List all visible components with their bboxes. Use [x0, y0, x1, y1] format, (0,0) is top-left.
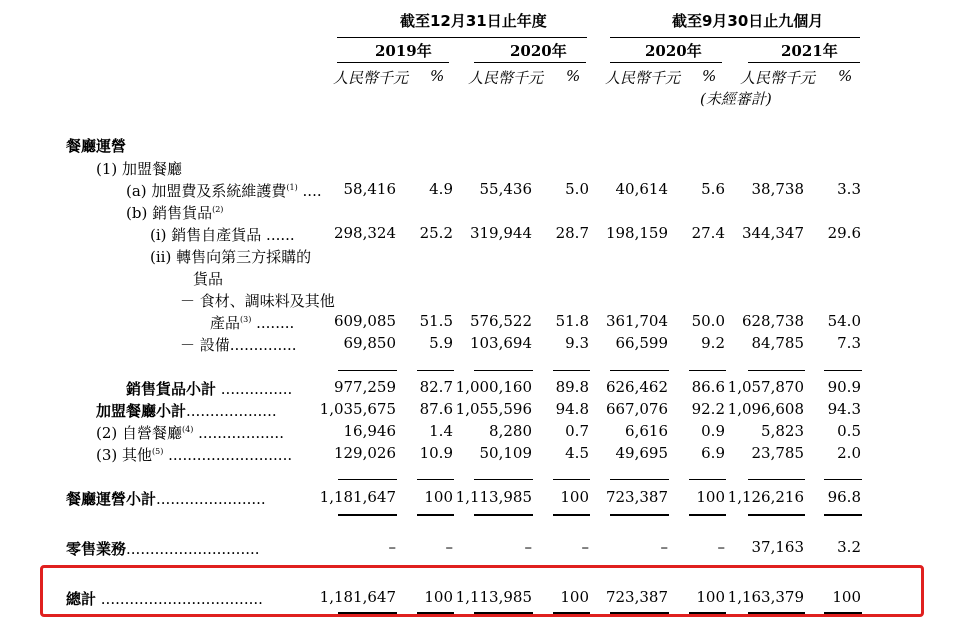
value-cell: 723,387: [605, 488, 668, 506]
value-cell: 4.9: [429, 180, 453, 198]
value-cell: –: [524, 538, 532, 556]
dot-leader: ..................................: [96, 590, 263, 608]
row-label: 零售業務: [66, 540, 127, 558]
column-rule: [610, 514, 669, 516]
unit-pct: %: [430, 67, 445, 85]
year-rule: [748, 62, 860, 63]
value-cell: 89.8: [555, 378, 589, 396]
row-label: (ii) 轉售向第三方採購的: [150, 248, 312, 266]
value-cell: 16,946: [343, 422, 396, 440]
value-cell: 1,057,870: [727, 378, 804, 396]
unit-rmb: 人民幣千元: [468, 69, 544, 87]
unaudited-note: (未經審計): [700, 90, 772, 108]
value-cell: 23,785: [751, 444, 804, 462]
value-cell: 9.2: [701, 334, 725, 352]
column-rule: [689, 370, 726, 371]
row-label-dotted: [150, 224, 295, 245]
row-label-dotted: [96, 400, 277, 421]
value-cell: 4.5: [565, 444, 589, 462]
footnote-ref: (1): [286, 183, 298, 192]
footnote-ref: (3): [240, 315, 252, 324]
value-cell: 66,599: [615, 334, 668, 352]
value-cell: 344,347: [741, 224, 804, 242]
row-label: (1) 加盟餐廳: [96, 160, 183, 178]
value-cell: 6,616: [625, 422, 668, 440]
year-2019: 2019年: [375, 42, 432, 60]
value-cell: 92.2: [691, 400, 725, 418]
value-cell: 5,823: [761, 422, 804, 440]
value-cell: 100: [560, 488, 589, 506]
year-2020: 2020年: [510, 42, 567, 60]
dot-leader: ....: [297, 182, 322, 200]
value-cell: –: [660, 538, 668, 556]
value-cell: 100: [832, 588, 861, 606]
value-cell: 40,614: [615, 180, 668, 198]
value-cell: 51.5: [419, 312, 453, 330]
value-cell: 6.9: [701, 444, 725, 462]
value-cell: 87.6: [419, 400, 453, 418]
value-cell: 82.7: [419, 378, 453, 396]
value-cell: 100: [560, 588, 589, 606]
value-cell: 3.2: [837, 538, 861, 556]
unit-pct: %: [702, 67, 717, 85]
column-rule: [748, 479, 805, 480]
value-cell: 5.6: [701, 180, 725, 198]
value-cell: 9.3: [565, 334, 589, 352]
unit-pct: %: [566, 67, 581, 85]
value-cell: 27.4: [691, 224, 725, 242]
value-cell: 37,163: [751, 538, 804, 556]
row-label: 產品: [210, 314, 241, 332]
footnote-ref: (5): [152, 447, 164, 456]
value-cell: 103,694: [469, 334, 532, 352]
row-label: － 食材、調味料及其他: [180, 292, 335, 310]
row-label-dotted: [126, 180, 322, 201]
row-label: (2) 自營餐廳: [96, 424, 183, 442]
column-rule: [417, 370, 454, 371]
header-rule: [337, 37, 587, 38]
value-cell: 38,738: [751, 180, 804, 198]
column-rule: [553, 370, 590, 371]
column-rule: [689, 479, 726, 480]
column-rule: [474, 514, 533, 516]
value-cell: 1,181,647: [319, 588, 396, 606]
row-label: 餐廳運營: [66, 137, 127, 155]
value-cell: 1,113,985: [455, 488, 532, 506]
value-cell: 1,163,379: [727, 588, 804, 606]
year-2021-nine: 2021年: [781, 42, 838, 60]
value-cell: –: [388, 538, 396, 556]
row-label-dotted: [66, 488, 266, 509]
column-rule: [824, 370, 862, 371]
dot-leader: ..........................: [163, 446, 293, 464]
year-rule: [337, 62, 449, 63]
column-rule: [417, 514, 454, 516]
value-cell: 298,324: [333, 224, 396, 242]
value-cell: 28.7: [555, 224, 589, 242]
value-cell: 1,181,647: [319, 488, 396, 506]
value-cell: –: [445, 538, 453, 556]
value-cell: 58,416: [343, 180, 396, 198]
value-cell: 3.3: [837, 180, 861, 198]
column-rule: [338, 370, 397, 371]
column-rule: [610, 479, 669, 480]
dot-leader: .......................: [156, 490, 266, 508]
row-label-dotted: [66, 538, 260, 559]
value-cell: 86.6: [691, 378, 725, 396]
value-cell: –: [717, 538, 725, 556]
value-cell: 1,000,160: [455, 378, 532, 396]
unit-rmb: 人民幣千元: [605, 69, 681, 87]
dot-leader: ............................: [126, 540, 260, 558]
dot-leader: ...................: [186, 402, 277, 420]
value-cell: 319,944: [469, 224, 532, 242]
row-label: (a) 加盟費及系統維護費: [126, 182, 287, 200]
value-cell: 29.6: [827, 224, 861, 242]
value-cell: 90.9: [827, 378, 861, 396]
row-label-dotted: [180, 334, 297, 355]
value-cell: 55,436: [479, 180, 532, 198]
value-cell: 1,096,608: [727, 400, 804, 418]
row-label: 餐廳運營小計: [66, 490, 157, 508]
value-cell: 0.9: [701, 422, 725, 440]
value-cell: 25.2: [419, 224, 453, 242]
value-cell: 50.0: [691, 312, 725, 330]
column-rule: [824, 514, 862, 516]
dot-leader: ..............: [229, 336, 297, 354]
period-header-nine-months: 截至9月30日止九個月: [672, 12, 824, 30]
value-cell: 977,259: [333, 378, 396, 396]
column-rule: [553, 514, 590, 516]
row-label: 貨品: [193, 270, 224, 288]
column-rule: [689, 514, 726, 516]
footnote-ref: (2): [212, 205, 224, 214]
row-label: (i) 銷售自產貨品: [150, 226, 262, 244]
value-cell: 609,085: [333, 312, 396, 330]
value-cell: 94.8: [555, 400, 589, 418]
value-cell: 5.9: [429, 334, 453, 352]
row-label-dotted: [96, 422, 284, 443]
value-cell: 1,113,985: [455, 588, 532, 606]
row-label-dotted: [210, 312, 294, 333]
period-header-year: 截至12月31日止年度: [400, 12, 547, 30]
column-rule: [474, 370, 533, 371]
value-cell: 361,704: [605, 312, 668, 330]
dot-leader: ..................: [193, 424, 284, 442]
row-label: (b) 銷售貨品: [126, 204, 213, 222]
dot-leader: ........: [251, 314, 295, 332]
column-rule: [474, 479, 533, 480]
value-cell: 626,462: [605, 378, 668, 396]
value-cell: 94.3: [827, 400, 861, 418]
row-label-dotted: [126, 378, 292, 399]
value-cell: 2.0: [837, 444, 861, 462]
value-cell: 100: [696, 588, 725, 606]
row-label-footnote: [126, 202, 223, 223]
value-cell: 7.3: [837, 334, 861, 352]
value-cell: 198,159: [605, 224, 668, 242]
value-cell: 54.0: [827, 312, 861, 330]
value-cell: 723,387: [605, 588, 668, 606]
value-cell: 1.4: [429, 422, 453, 440]
column-rule: [748, 370, 805, 371]
value-cell: 667,076: [605, 400, 668, 418]
year-rule: [474, 62, 586, 63]
column-rule: [338, 514, 397, 516]
footnote-ref: (4): [182, 425, 194, 434]
row-label-dotted: [96, 444, 292, 465]
value-cell: 100: [424, 588, 453, 606]
value-cell: 50,109: [479, 444, 532, 462]
dot-leader: ...............: [216, 380, 293, 398]
column-rule: [610, 370, 669, 371]
row-label: (3) 其他: [96, 446, 153, 464]
value-cell: 10.9: [419, 444, 453, 462]
value-cell: 100: [424, 488, 453, 506]
column-rule: [338, 479, 397, 480]
value-cell: 129,026: [333, 444, 396, 462]
value-cell: –: [581, 538, 589, 556]
value-cell: 628,738: [741, 312, 804, 330]
year-2020-nine: 2020年: [645, 42, 702, 60]
column-rule: [553, 479, 590, 480]
row-label: 總計: [66, 590, 97, 608]
value-cell: 51.8: [555, 312, 589, 330]
column-rule: [748, 514, 805, 516]
unit-pct: %: [838, 67, 853, 85]
column-rule: [824, 479, 862, 480]
value-cell: 69,850: [343, 334, 396, 352]
row-label: 加盟餐廳小計: [96, 402, 187, 420]
row-label: 銷售貨品小計: [126, 380, 217, 398]
value-cell: 100: [696, 488, 725, 506]
value-cell: 1,035,675: [319, 400, 396, 418]
value-cell: 1,126,216: [727, 488, 804, 506]
value-cell: 0.7: [565, 422, 589, 440]
column-rule: [417, 479, 454, 480]
value-cell: 84,785: [751, 334, 804, 352]
row-label: － 設備: [180, 336, 230, 354]
total-highlight-box: [40, 565, 924, 617]
value-cell: 49,695: [615, 444, 668, 462]
value-cell: 5.0: [565, 180, 589, 198]
value-cell: 96.8: [827, 488, 861, 506]
unit-rmb: 人民幣千元: [333, 69, 409, 87]
unit-rmb: 人民幣千元: [740, 69, 816, 87]
header-rule: [610, 37, 860, 38]
value-cell: 576,522: [469, 312, 532, 330]
dot-leader: ......: [261, 226, 295, 244]
value-cell: 8,280: [489, 422, 532, 440]
year-rule: [610, 62, 722, 63]
value-cell: 1,055,596: [455, 400, 532, 418]
value-cell: 0.5: [837, 422, 861, 440]
